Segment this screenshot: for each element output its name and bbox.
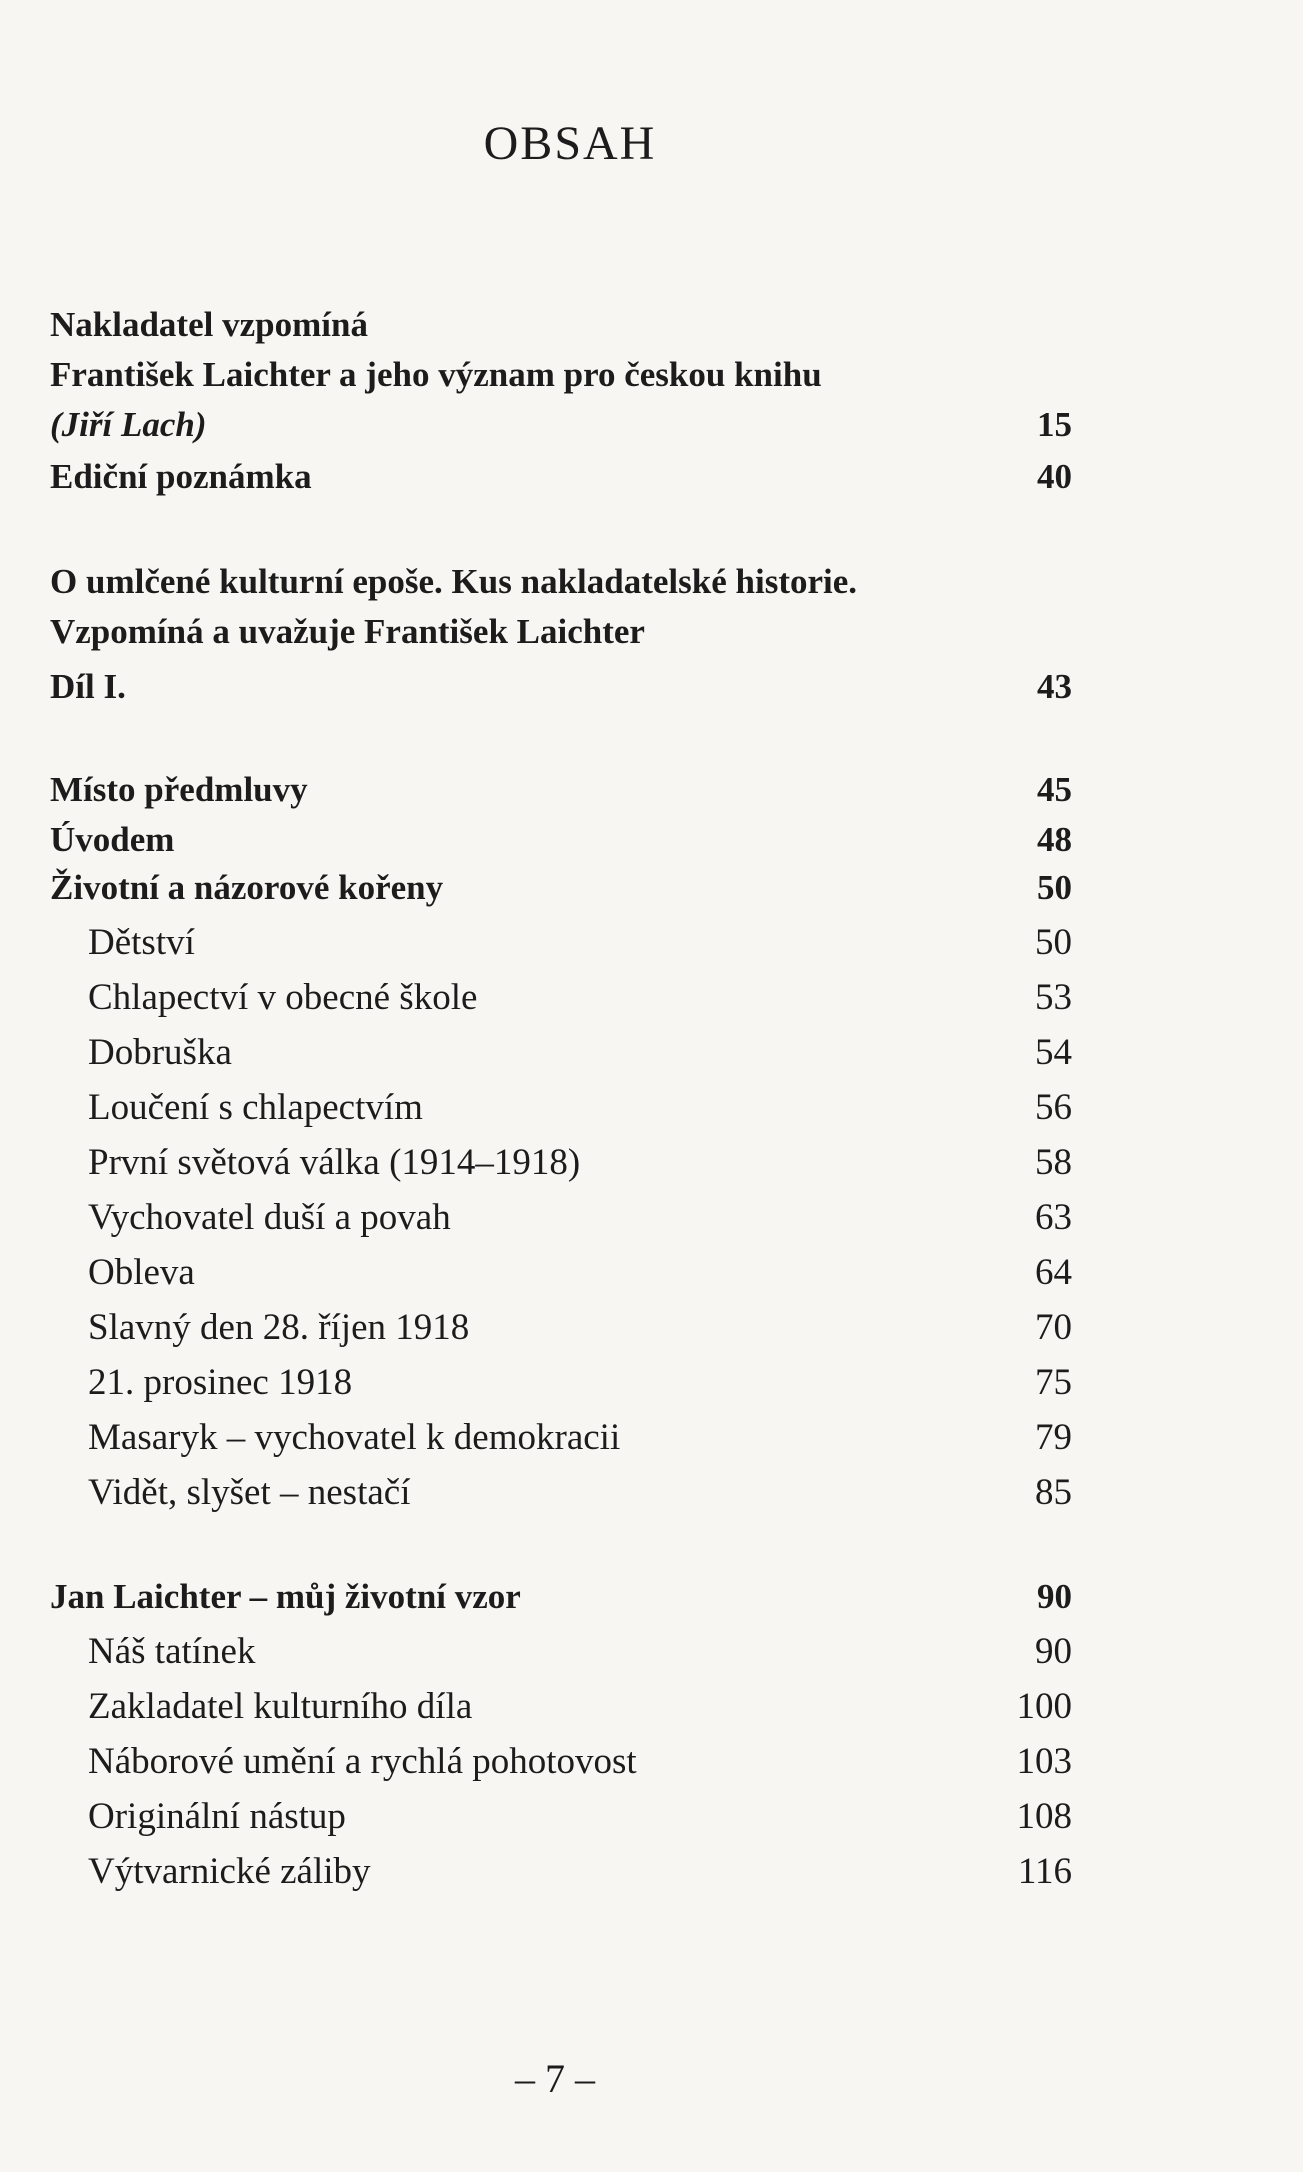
toc-entry-text: Originální nástup	[88, 1796, 346, 1837]
toc-entry-text: František Laichter a jeho význam pro českou knihu	[50, 355, 822, 394]
toc-entry-text: Náborové umění a rychlá pohotovost	[88, 1741, 637, 1782]
toc-entry-text: Výtvarnické záliby	[88, 1851, 371, 1892]
toc-entry-text: Loučení s chlapectvím	[88, 1087, 423, 1128]
toc-entry-page: 48	[1037, 820, 1072, 859]
toc-entry	[50, 400, 1072, 450]
toc-subentry	[88, 1468, 1072, 1518]
toc-entry-page: 90	[1035, 1631, 1072, 1672]
toc-entry-text: Dobruška	[88, 1032, 232, 1073]
toc-entry-page: 90	[1037, 1577, 1072, 1616]
toc-entry-page: 103	[1016, 1741, 1072, 1782]
toc-subentry	[88, 1028, 1072, 1078]
toc-entry-page: 79	[1035, 1417, 1072, 1458]
toc-entry-page: 58	[1035, 1142, 1072, 1183]
toc-entry-text: Náš tatínek	[88, 1631, 256, 1672]
toc-entry-text: Vidět, slyšet – nestačí	[88, 1472, 411, 1513]
toc-entry-text: Díl I.	[50, 667, 126, 706]
toc-entry-text: Nakladatel vzpomíná	[50, 305, 368, 344]
toc-entry	[50, 765, 1072, 815]
toc-subentry	[88, 1193, 1072, 1243]
toc-entry-text: Chlapectví v obecné škole	[88, 977, 478, 1018]
toc-entry	[50, 300, 1072, 350]
toc-entry-page: 75	[1035, 1362, 1072, 1403]
toc-entry	[50, 662, 1072, 712]
toc-subentry	[88, 1627, 1072, 1677]
toc-entry-page: 56	[1035, 1087, 1072, 1128]
toc-subentry	[88, 1358, 1072, 1408]
toc-entry-page: 70	[1035, 1307, 1072, 1348]
toc-entry-page: 40	[1037, 457, 1072, 496]
toc-subentry	[88, 1083, 1072, 1133]
toc-subentry	[88, 1737, 1072, 1787]
toc-subentry	[88, 918, 1072, 968]
toc-subentry	[88, 1248, 1072, 1298]
toc-subentry	[88, 1413, 1072, 1463]
toc-entry	[50, 452, 1072, 502]
toc-entry	[50, 557, 1072, 607]
toc-entry-page: 64	[1035, 1252, 1072, 1293]
toc-subentry	[88, 1138, 1072, 1188]
toc-entry-page: 53	[1035, 977, 1072, 1018]
toc-subentry	[88, 1847, 1072, 1897]
toc-entry	[50, 863, 1072, 913]
toc-entry-page: 50	[1035, 922, 1072, 963]
toc-entry-text: Úvodem	[50, 820, 175, 859]
toc-entry-page: 43	[1037, 667, 1072, 706]
toc-entry-page: 100	[1016, 1686, 1072, 1727]
toc-entry-text: Životní a názorové kořeny	[50, 868, 444, 907]
toc-subentry	[88, 1303, 1072, 1353]
toc-entry-page: 50	[1037, 868, 1072, 907]
page-number: – 7 –	[515, 2056, 595, 2101]
toc-entry-page: 45	[1037, 770, 1072, 809]
toc-entry-text: Obleva	[88, 1252, 195, 1293]
toc-subentry	[88, 1682, 1072, 1732]
toc-subentry	[88, 1792, 1072, 1842]
toc-entry-text: O umlčené kulturní epoše. Kus nakladatelské historie.	[50, 562, 858, 601]
toc-entry-text: Vzpomíná a uvažuje František Laichter	[50, 612, 645, 651]
toc-subentry	[88, 973, 1072, 1023]
toc-entry-page: 54	[1035, 1032, 1072, 1073]
toc-entry-text: Slavný den 28. říjen 1918	[88, 1307, 470, 1348]
toc-entry	[50, 607, 1072, 657]
toc-entry-text: (Jiří Lach)	[50, 405, 207, 444]
toc-entry-text: Zakladatel kulturního díla	[88, 1686, 473, 1727]
toc-entry	[50, 815, 1072, 865]
page-title: OBSAH	[483, 117, 657, 170]
toc-entry-page: 108	[1016, 1796, 1072, 1837]
toc-entry-text: Masaryk – vychovatel k demokracii	[88, 1417, 621, 1458]
toc-entry-page: 63	[1035, 1197, 1072, 1238]
toc-entry-page: 116	[1017, 1851, 1072, 1892]
toc-entry-text: 21. prosinec 1918	[88, 1362, 353, 1403]
toc-entry-page: 85	[1035, 1472, 1072, 1513]
toc-entry-text: Místo předmluvy	[50, 770, 308, 809]
toc-entry-page: 15	[1037, 405, 1072, 444]
toc-entry-text: Vychovatel duší a povah	[88, 1197, 451, 1238]
toc-entry	[50, 1572, 1072, 1622]
toc-entry-text: Ediční poznámka	[50, 457, 312, 496]
toc-entry	[50, 350, 1072, 400]
toc-entry-text: Dětství	[88, 922, 195, 963]
toc-entry-text: První světová válka (1914–1918)	[88, 1142, 581, 1183]
toc-entry-text: Jan Laichter – můj životní vzor	[50, 1577, 521, 1616]
